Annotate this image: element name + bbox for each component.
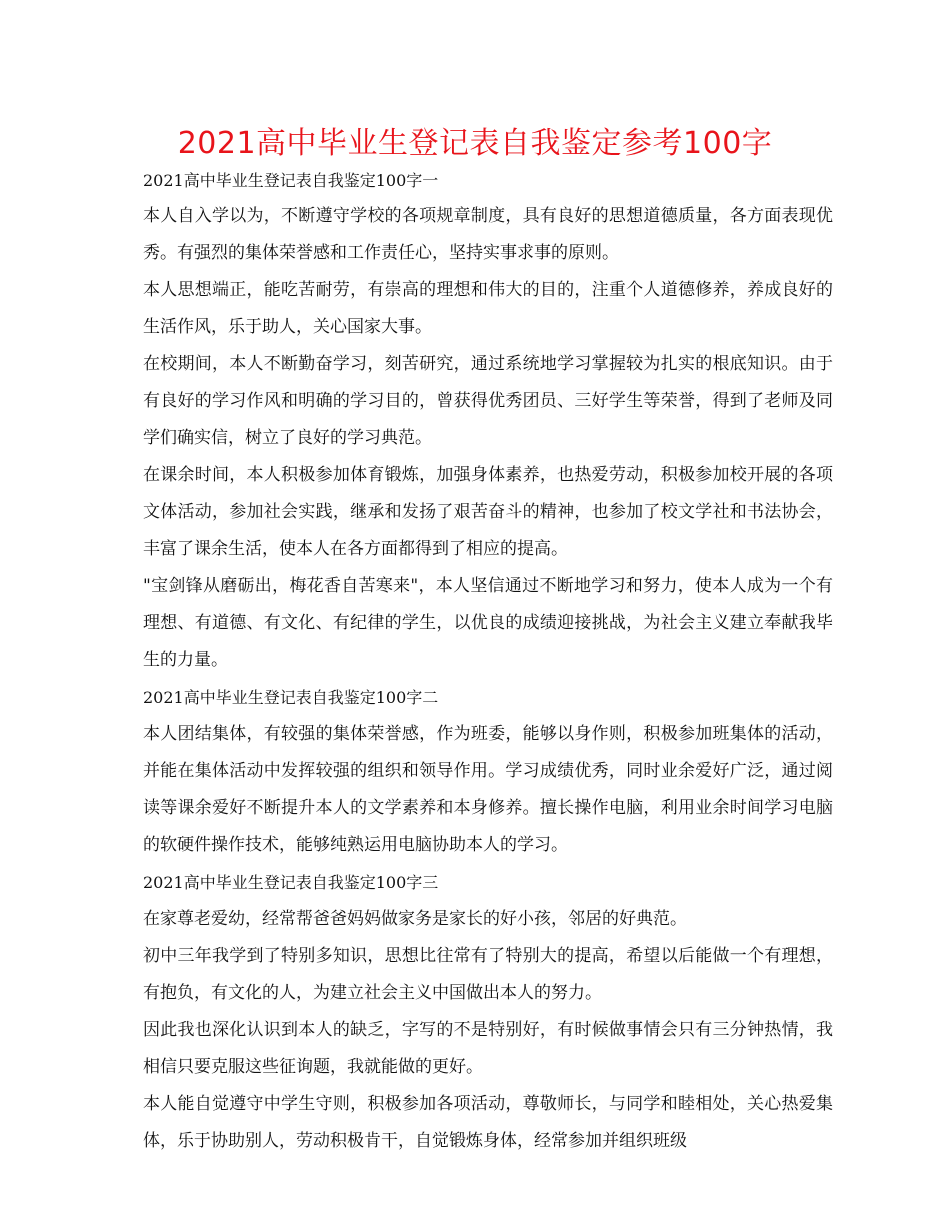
paragraph: 在校期间，本人不断勤奋学习，刻苦研究，通过系统地学习掌握较为扎实的根底知识。由于有良好的学习作风和明确的学习目的，曾获得优秀团员、三好学生等荣誉，得到了老师及同学们确实信，树立了良好的学习典范。 xyxy=(143,354,833,448)
paragraph: 本人团结集体，有较强的集体荣誉感，作为班委，能够以身作则，积极参加班集体的活动，并能在集体活动中发挥较强的组织和领导作用。学习成绩优秀，同时业余爱好广泛，通过阅读等课余爱好不断提升本人的文学素养和本身修养。擅长操作电脑，利用业余时间学习电脑的软硬件操作技术，能够纯熟运用电脑协助本人的学习。 xyxy=(143,724,833,855)
document-title: 2021高中毕业生登记表自我鉴定参考100字 xyxy=(177,126,773,161)
paragraph: 本人思想端正，能吃苦耐劳，有崇高的理想和伟大的目的，注重个人道德修养，养成良好的生活作风，乐于助人，关心国家大事。 xyxy=(143,280,833,337)
paragraph: 在课余时间，本人积极参加体育锻炼，加强身体素养，也热爱劳动，积极参加校开展的各项文体活动，参加社会实践，继承和发扬了艰苦奋斗的精神，也参加了校文学社和书法协会，丰富了课余生活，使本人在各方面都得到了相应的提高。 xyxy=(143,465,833,559)
paragraph: 在家尊老爱幼，经常帮爸爸妈妈做家务是家长的好小孩，邻居的好典范。 xyxy=(143,909,687,929)
paragraph: 本人自入学以为，不断遵守学校的各项规章制度，具有良好的思想道德质量，各方面表现优秀。有强烈的集体荣誉感和工作责任心，坚持实事求事的原则。 xyxy=(143,206,833,263)
paragraph: "宝剑锋从磨砺出，梅花香自苦寒来"，本人坚信通过不断地学习和努力，使本人成为一个有理想、有道德、有文化、有纪律的学生，以优良的成绩迎接挑战，为社会主义建立奉献我毕生的力量。 xyxy=(143,576,833,670)
paragraph: 初中三年我学到了特别多知识，思想比往常有了特别大的提高，希望以后能做一个有理想，有抱负，有文化的人，为建立社会主义中国做出本人的努力。 xyxy=(143,946,833,1003)
section-heading-1: 2021高中毕业生登记表自我鉴定100字一 xyxy=(143,171,439,190)
section-heading-2: 2021高中毕业生登记表自我鉴定100字二 xyxy=(143,688,439,707)
paragraph: 因此我也深化认识到本人的缺乏，字写的不是特别好，有时候做事情会只有三分钟热情，我相信只要克服这些征询题，我就能做的更好。 xyxy=(143,1020,833,1077)
section-heading-3: 2021高中毕业生登记表自我鉴定100字三 xyxy=(143,873,439,892)
paragraph: 本人能自觉遵守中学生守则，积极参加各项活动，尊敬师长，与同学和睦相处，关心热爱集体，乐于协助别人，劳动积极肯干，自觉锻炼身体，经常参加并组织班级 xyxy=(143,1094,833,1151)
document-body xyxy=(143,166,833,1160)
